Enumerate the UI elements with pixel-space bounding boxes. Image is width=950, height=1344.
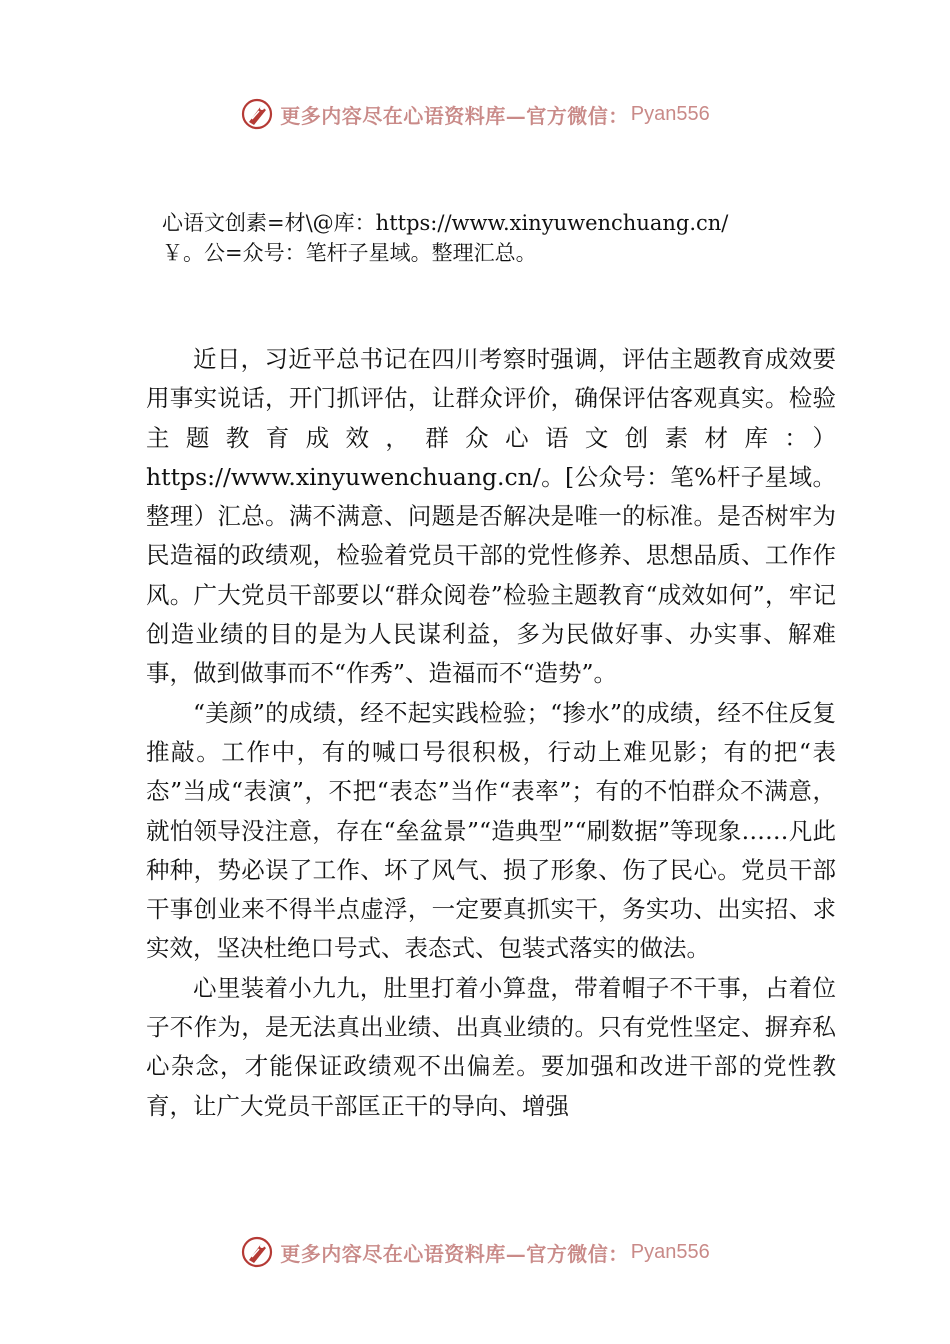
banner-handle: Pyan556 xyxy=(630,102,710,125)
pen-nib-icon xyxy=(240,1235,274,1269)
banner-text: 更多内容尽在心语资料库—官方微信： xyxy=(280,1241,629,1266)
paragraph: 近日，习近平总书记在四川考察时强调，评估主题教育成效要用事实说话，开门抓评估，让群众评价，确保评估客观真实。检验主题教育成效，群众心语文创素材库：）https://www.xinyuwenchuang.cn/。[公众号：笔%杆子星域。整理）汇总。满不满意、问题是否解决是唯一的标准。是否树牢为民造福的政绩观，检验着党员干部的党性修养、思想品质、工作作风。广大党员干部要以“群众阅卷”检验主题教育“成效如何”，牢记创造业绩的目的是为人民谋利益，多为民做好事、办实事、解难事，做到做事而不“作秀”、造福而不“造势”。 xyxy=(146,345,836,688)
footer-banner xyxy=(0,1232,950,1272)
paragraph: 心里装着小九九，肚里打着小算盘，带着帽子不干事，占着位子不作为，是无法真出业绩、出真业绩的。只有党性坚定、摒弃私心杂念，才能保证政绩观不出偏差。要加强和改进干部的党性教育，让广大党员干部匡正干的导向、增强 xyxy=(146,973,836,1120)
article-body xyxy=(146,340,836,1126)
header-banner xyxy=(0,94,950,134)
source-line: 心语文创素=材\@库：https://www.xinyuwenchuang.cn/ xyxy=(162,211,729,235)
pen-nib-icon xyxy=(240,97,274,131)
source-line: ￥。公=众号：笔杆子星域。整理汇总。 xyxy=(162,241,537,265)
banner-handle: Pyan556 xyxy=(630,1240,710,1263)
paragraph: “美颜”的成绩，经不起实践检验；“掺水”的成绩，经不住反复推敲。工作中，有的喊口号很积极，行动上难见影；有的把“表态”当成“表演”，不把“表态”当作“表率”；有的不怕群众不满意，就怕领导没注意，存在“垒盆景”“造典型”“刷数据”等现象……凡此种种，势必误了工作、坏了风气、损了形象、伤了民心。党员干部干事创业来不得半点虚浮，一定要真抓实干，务实功、出实招、求实效，坚决杜绝口号式、表态式、包装式落实的做法。 xyxy=(146,698,836,963)
source-note xyxy=(162,208,822,268)
banner-text: 更多内容尽在心语资料库—官方微信： xyxy=(280,103,629,128)
